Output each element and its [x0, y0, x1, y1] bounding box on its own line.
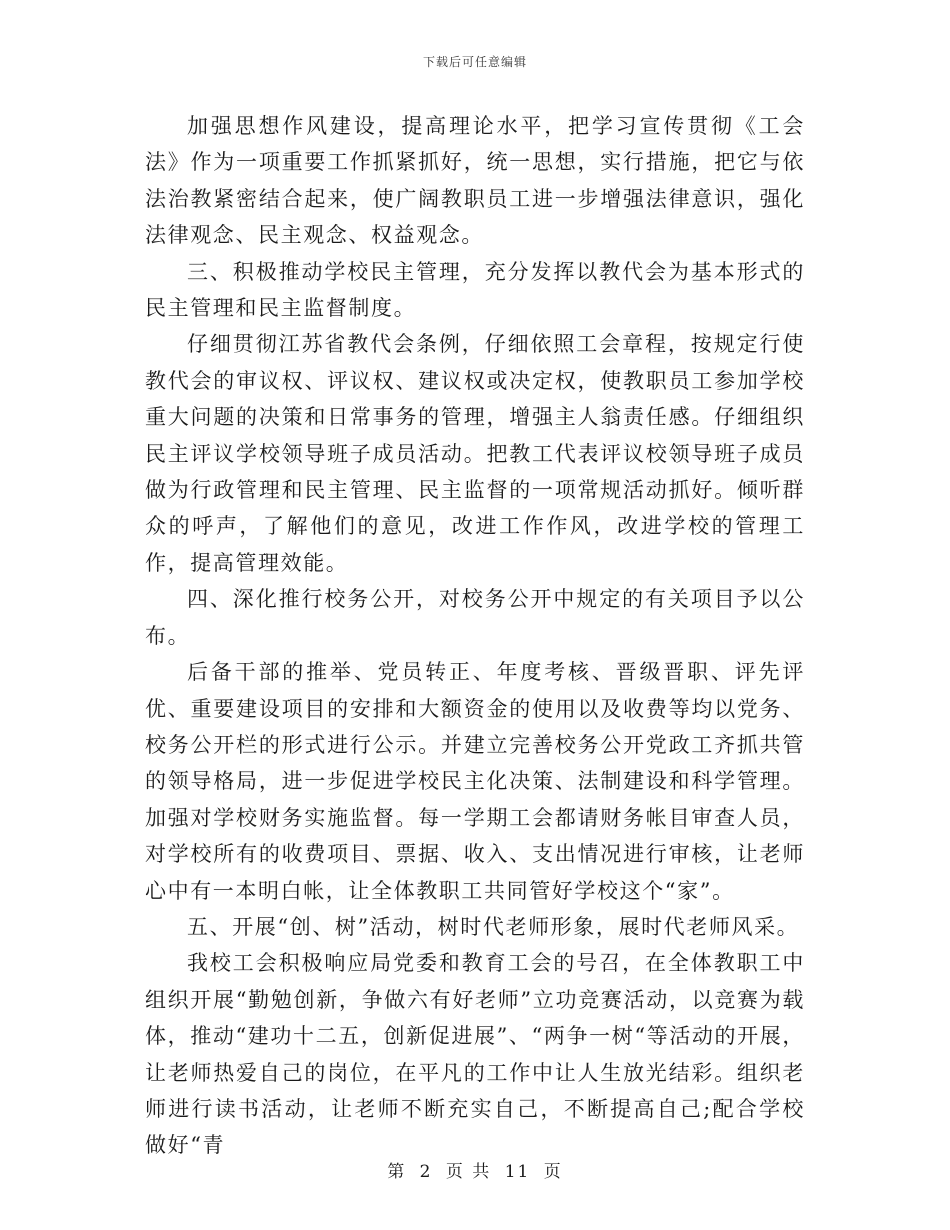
footer-suffix: 页	[543, 1162, 563, 1182]
footer-current-page: 2	[419, 1162, 433, 1182]
page-footer	[0, 1157, 950, 1182]
page-header-note: 下载后可任意编辑	[422, 55, 527, 69]
paragraph-congress-regulations: 仔细贯彻江苏省教代会条例，仔细依照工会章程，按规定行使教代会的审议权、评议权、建议权或决定权，使教职员工参加学校重大问题的决策和日常事务的管理，增强主人翁责任感。仔细组织民主评议学校领导班子成员活动。把教工代表评议校领导班子成员做为行政管理和民主管理、民主监督的一项常规活动抓好。倾听群众的呼声，了解他们的意见，改进工作作风，改进学校的管理工作，提高管理效能。	[145, 332, 805, 575]
heading-school-affairs-disclosure: 四、深化推行校务公开，对校务公开中规定的有关项目予以公布。	[145, 587, 805, 648]
paragraph-competition-activities: 我校工会积极响应局党委和教育工会的号召，在全体教职工中组织开展“勤勉创新，争做六有好老师”立功竞赛活动，以竞赛为载体，推动“建功十二五，创新促进展”、“两争一树“等活动的开展，让老师热爱自己的岗位，在平凡的工作中让人生放光结彩。组织老师进行读书活动，让老师不断充实自己，不断提高自己;配合学校做好“青	[145, 951, 805, 1158]
paragraph-study-labor-law: 加强思想作风建设，提高理论水平，把学习宣传贯彻《工会法》作为一项重要工作抓紧抓好，统一思想，实行措施，把它与依法治教紧密结合起来，使广阔教职员工进一步增强法律意识，强化法律观念、民主观念、权益观念。	[145, 114, 805, 248]
footer-prefix: 第	[387, 1162, 407, 1182]
heading-teacher-image: 五、开展“创、树”活动，树时代老师形象，展时代老师风采。	[187, 914, 800, 939]
footer-total-pages: 11	[504, 1162, 531, 1182]
heading-democratic-management: 三、积极推动学校民主管理，充分发挥以教代会为基本形式的民主管理和民主监督制度。	[145, 259, 805, 321]
footer-middle: 页 共	[445, 1162, 492, 1182]
document-body	[145, 108, 805, 1164]
paragraph-publicity-items: 后备干部的推举、党员转正、年度考核、晋级晋职、评先评优、重要建设项目的安排和大额资金的使用以及收费等均以党务、校务公开栏的形式进行公示。并建立完善校务公开党政工齐抓共管的领导格局，进一步促进学校民主化决策、法制建设和科学管理。加强对学校财务实施监督。每一学期工会都请财务帐目审查人员，对学校所有的收费项目、票据、收入、支出情况进行审核，让老师心中有一本明白帐，让全体教职工共同管好学校这个“家”。	[145, 660, 805, 903]
